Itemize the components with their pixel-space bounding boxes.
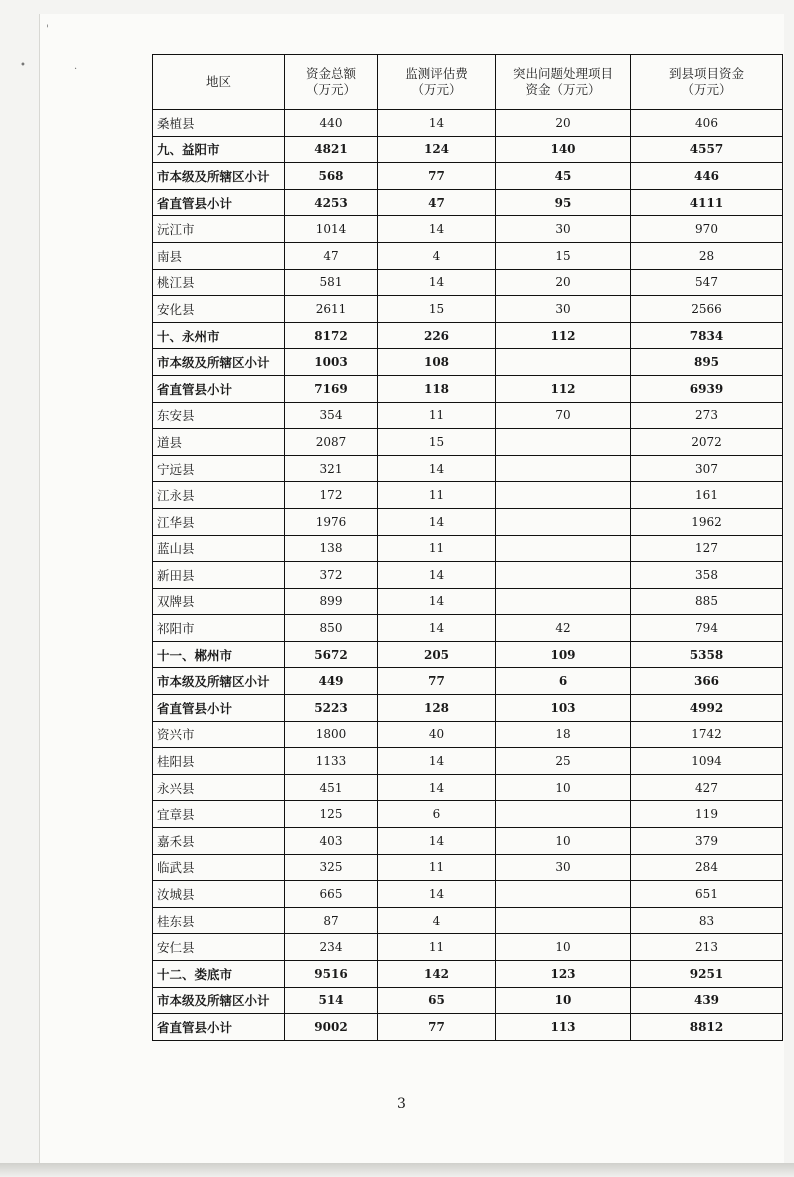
cell-county: 4557 <box>631 136 783 163</box>
cell-issue <box>496 907 631 934</box>
cell-monitor: 4 <box>378 242 496 269</box>
funding-table <box>152 54 783 1041</box>
cell-monitor: 142 <box>378 961 496 988</box>
cell-issue <box>496 455 631 482</box>
cell-total: 372 <box>285 562 378 589</box>
cell-monitor: 14 <box>378 508 496 535</box>
cell-monitor: 15 <box>378 296 496 323</box>
cell-issue: 109 <box>496 641 631 668</box>
cell-total: 581 <box>285 269 378 296</box>
cell-county: 7834 <box>631 322 783 349</box>
cell-issue: 30 <box>496 216 631 243</box>
cell-region: 市本级及所辖区小计 <box>153 668 285 695</box>
cell-region: 桑植县 <box>153 110 285 137</box>
cell-county: 439 <box>631 987 783 1014</box>
table-row <box>153 136 783 163</box>
table-row <box>153 242 783 269</box>
cell-total: 440 <box>285 110 378 137</box>
table-row <box>153 375 783 402</box>
cell-region: 桂东县 <box>153 907 285 934</box>
table-row <box>153 721 783 748</box>
table-row <box>153 774 783 801</box>
cell-region: 九、益阳市 <box>153 136 285 163</box>
cell-issue: 6 <box>496 668 631 695</box>
cell-monitor: 14 <box>378 588 496 615</box>
table-row <box>153 695 783 722</box>
page-number: 3 <box>397 1096 406 1112</box>
cell-issue <box>496 588 631 615</box>
cell-issue: 112 <box>496 322 631 349</box>
cell-issue: 10 <box>496 934 631 961</box>
cell-region: 江华县 <box>153 508 285 535</box>
cell-issue: 18 <box>496 721 631 748</box>
cell-region: 十二、娄底市 <box>153 961 285 988</box>
table-row <box>153 562 783 589</box>
cell-county: 8812 <box>631 1014 783 1041</box>
cell-monitor: 4 <box>378 907 496 934</box>
cell-region: 东安县 <box>153 402 285 429</box>
cell-total: 4821 <box>285 136 378 163</box>
cell-county: 1094 <box>631 748 783 775</box>
cell-region: 十一、郴州市 <box>153 641 285 668</box>
table-row <box>153 429 783 456</box>
table-row <box>153 641 783 668</box>
cell-monitor: 14 <box>378 269 496 296</box>
cell-region: 江永县 <box>153 482 285 509</box>
cell-monitor: 108 <box>378 349 496 376</box>
table-row <box>153 881 783 908</box>
cell-total: 514 <box>285 987 378 1014</box>
cell-county: 895 <box>631 349 783 376</box>
table-row <box>153 588 783 615</box>
cell-total: 449 <box>285 668 378 695</box>
cell-total: 451 <box>285 774 378 801</box>
cell-issue: 15 <box>496 242 631 269</box>
cell-total: 5223 <box>285 695 378 722</box>
cell-region: 安仁县 <box>153 934 285 961</box>
cell-monitor: 11 <box>378 854 496 881</box>
cell-total: 1014 <box>285 216 378 243</box>
cell-county: 2072 <box>631 429 783 456</box>
cell-region: 资兴市 <box>153 721 285 748</box>
table-row <box>153 615 783 642</box>
cell-monitor: 77 <box>378 163 496 190</box>
cell-issue: 30 <box>496 854 631 881</box>
cell-total: 9002 <box>285 1014 378 1041</box>
cell-monitor: 11 <box>378 482 496 509</box>
scan-speck: ' <box>46 24 49 35</box>
header-county: 到县项目资金 （万元） <box>631 55 783 110</box>
table-row <box>153 322 783 349</box>
cell-county: 5358 <box>631 641 783 668</box>
cell-total: 1003 <box>285 349 378 376</box>
scan-edge <box>0 1163 794 1177</box>
table-row <box>153 668 783 695</box>
cell-total: 7169 <box>285 375 378 402</box>
cell-county: 427 <box>631 774 783 801</box>
table-row <box>153 402 783 429</box>
cell-county: 379 <box>631 828 783 855</box>
cell-monitor: 226 <box>378 322 496 349</box>
cell-region: 祁阳市 <box>153 615 285 642</box>
cell-region: 临武县 <box>153 854 285 881</box>
cell-total: 125 <box>285 801 378 828</box>
cell-monitor: 14 <box>378 216 496 243</box>
cell-region: 沅江市 <box>153 216 285 243</box>
header-region: 地区 <box>153 55 285 110</box>
table-row <box>153 216 783 243</box>
cell-monitor: 11 <box>378 535 496 562</box>
cell-monitor: 14 <box>378 881 496 908</box>
cell-county: 9251 <box>631 961 783 988</box>
cell-region: 省直管县小计 <box>153 695 285 722</box>
cell-total: 234 <box>285 934 378 961</box>
table-row <box>153 508 783 535</box>
cell-monitor: 14 <box>378 455 496 482</box>
cell-monitor: 14 <box>378 615 496 642</box>
table-row <box>153 455 783 482</box>
cell-issue: 25 <box>496 748 631 775</box>
cell-region: 宜章县 <box>153 801 285 828</box>
cell-issue: 113 <box>496 1014 631 1041</box>
cell-region: 蓝山县 <box>153 535 285 562</box>
cell-county: 366 <box>631 668 783 695</box>
cell-county: 273 <box>631 402 783 429</box>
table-row <box>153 110 783 137</box>
cell-total: 1800 <box>285 721 378 748</box>
cell-region: 汝城县 <box>153 881 285 908</box>
cell-issue: 45 <box>496 163 631 190</box>
cell-county: 127 <box>631 535 783 562</box>
cell-total: 665 <box>285 881 378 908</box>
cell-issue: 140 <box>496 136 631 163</box>
cell-county: 651 <box>631 881 783 908</box>
cell-monitor: 77 <box>378 1014 496 1041</box>
cell-region: 市本级及所辖区小计 <box>153 349 285 376</box>
cell-county: 161 <box>631 482 783 509</box>
cell-issue <box>496 508 631 535</box>
cell-county: 406 <box>631 110 783 137</box>
table-row <box>153 189 783 216</box>
cell-total: 2611 <box>285 296 378 323</box>
cell-county: 794 <box>631 615 783 642</box>
cell-region: 新田县 <box>153 562 285 589</box>
cell-region: 市本级及所辖区小计 <box>153 163 285 190</box>
cell-region: 永兴县 <box>153 774 285 801</box>
cell-county: 1742 <box>631 721 783 748</box>
cell-county: 885 <box>631 588 783 615</box>
cell-region: 嘉禾县 <box>153 828 285 855</box>
cell-monitor: 14 <box>378 562 496 589</box>
cell-total: 47 <box>285 242 378 269</box>
cell-issue <box>496 349 631 376</box>
table-row <box>153 748 783 775</box>
cell-issue: 10 <box>496 828 631 855</box>
cell-monitor: 118 <box>378 375 496 402</box>
cell-total: 87 <box>285 907 378 934</box>
table-row <box>153 961 783 988</box>
cell-issue <box>496 562 631 589</box>
cell-county: 4111 <box>631 189 783 216</box>
cell-total: 899 <box>285 588 378 615</box>
table-body <box>153 110 783 1041</box>
cell-monitor: 11 <box>378 402 496 429</box>
cell-issue: 112 <box>496 375 631 402</box>
cell-issue: 20 <box>496 269 631 296</box>
cell-county: 83 <box>631 907 783 934</box>
cell-monitor: 77 <box>378 668 496 695</box>
table-row <box>153 987 783 1014</box>
cell-monitor: 47 <box>378 189 496 216</box>
cell-total: 403 <box>285 828 378 855</box>
cell-region: 安化县 <box>153 296 285 323</box>
cell-monitor: 128 <box>378 695 496 722</box>
cell-issue <box>496 801 631 828</box>
cell-total: 1976 <box>285 508 378 535</box>
cell-region: 南县 <box>153 242 285 269</box>
cell-issue: 30 <box>496 296 631 323</box>
cell-county: 970 <box>631 216 783 243</box>
cell-issue <box>496 535 631 562</box>
table-row <box>153 828 783 855</box>
scan-speck: • <box>20 60 26 71</box>
cell-total: 9516 <box>285 961 378 988</box>
table-row <box>153 163 783 190</box>
cell-region: 省直管县小计 <box>153 1014 285 1041</box>
cell-region: 道县 <box>153 429 285 456</box>
cell-total: 1133 <box>285 748 378 775</box>
cell-total: 4253 <box>285 189 378 216</box>
table-row <box>153 296 783 323</box>
table-row <box>153 801 783 828</box>
cell-total: 8172 <box>285 322 378 349</box>
cell-monitor: 14 <box>378 110 496 137</box>
cell-region: 市本级及所辖区小计 <box>153 987 285 1014</box>
cell-monitor: 14 <box>378 748 496 775</box>
cell-issue: 70 <box>496 402 631 429</box>
cell-county: 2566 <box>631 296 783 323</box>
cell-total: 850 <box>285 615 378 642</box>
cell-issue: 42 <box>496 615 631 642</box>
cell-monitor: 40 <box>378 721 496 748</box>
cell-monitor: 124 <box>378 136 496 163</box>
cell-monitor: 6 <box>378 801 496 828</box>
cell-total: 172 <box>285 482 378 509</box>
table-row <box>153 349 783 376</box>
cell-county: 28 <box>631 242 783 269</box>
cell-issue: 103 <box>496 695 631 722</box>
table-row <box>153 934 783 961</box>
cell-issue <box>496 429 631 456</box>
cell-region: 桃江县 <box>153 269 285 296</box>
cell-monitor: 205 <box>378 641 496 668</box>
cell-issue: 20 <box>496 110 631 137</box>
cell-county: 284 <box>631 854 783 881</box>
cell-county: 307 <box>631 455 783 482</box>
cell-total: 138 <box>285 535 378 562</box>
header-total: 资金总额 （万元） <box>285 55 378 110</box>
table-header-row <box>153 55 783 110</box>
cell-region: 双牌县 <box>153 588 285 615</box>
cell-region: 省直管县小计 <box>153 189 285 216</box>
cell-monitor: 14 <box>378 828 496 855</box>
cell-total: 568 <box>285 163 378 190</box>
cell-county: 358 <box>631 562 783 589</box>
table-row <box>153 535 783 562</box>
cell-total: 321 <box>285 455 378 482</box>
cell-total: 325 <box>285 854 378 881</box>
cell-issue <box>496 881 631 908</box>
cell-county: 446 <box>631 163 783 190</box>
table-row <box>153 1014 783 1041</box>
cell-county: 1962 <box>631 508 783 535</box>
cell-monitor: 11 <box>378 934 496 961</box>
cell-total: 5672 <box>285 641 378 668</box>
cell-monitor: 65 <box>378 987 496 1014</box>
cell-county: 119 <box>631 801 783 828</box>
cell-county: 213 <box>631 934 783 961</box>
cell-total: 2087 <box>285 429 378 456</box>
cell-issue: 95 <box>496 189 631 216</box>
cell-region: 十、永州市 <box>153 322 285 349</box>
table-row <box>153 269 783 296</box>
header-monitor: 监测评估费 （万元） <box>378 55 496 110</box>
table-row <box>153 482 783 509</box>
cell-issue: 10 <box>496 774 631 801</box>
table-row <box>153 907 783 934</box>
cell-region: 桂阳县 <box>153 748 285 775</box>
cell-region: 宁远县 <box>153 455 285 482</box>
cell-county: 4992 <box>631 695 783 722</box>
cell-total: 354 <box>285 402 378 429</box>
cell-county: 547 <box>631 269 783 296</box>
cell-county: 6939 <box>631 375 783 402</box>
cell-issue: 123 <box>496 961 631 988</box>
cell-region: 省直管县小计 <box>153 375 285 402</box>
cell-monitor: 14 <box>378 774 496 801</box>
header-issue: 突出问题处理项目 资金（万元） <box>496 55 631 110</box>
cell-monitor: 15 <box>378 429 496 456</box>
cell-issue: 10 <box>496 987 631 1014</box>
cell-issue <box>496 482 631 509</box>
scan-speck: · <box>74 64 78 75</box>
table-row <box>153 854 783 881</box>
